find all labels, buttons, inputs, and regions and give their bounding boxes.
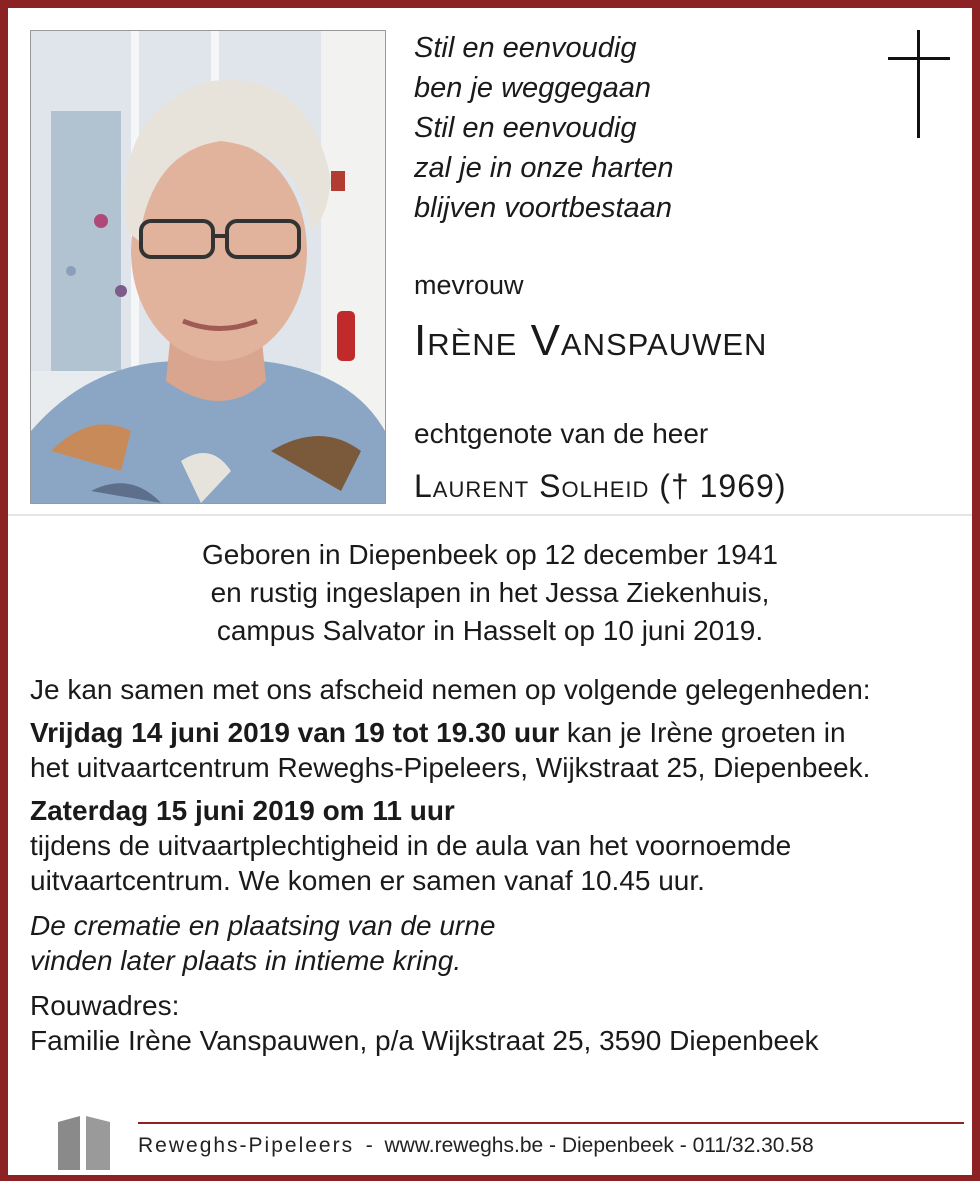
footer-rule bbox=[138, 1122, 964, 1124]
visit-date: Vrijdag 14 juni 2019 van 19 tot 19.30 uur bbox=[30, 717, 560, 748]
honorific: mevrouw bbox=[414, 270, 524, 300]
service-date bbox=[30, 793, 970, 828]
poem-line: Stil en eenvoudig bbox=[414, 112, 637, 144]
poem-line: ben je weggegaan bbox=[414, 72, 652, 104]
deceased-name: Irène Vanspauwen bbox=[414, 316, 768, 365]
poem bbox=[414, 28, 674, 228]
portrait-illustration bbox=[31, 31, 385, 503]
firm-contact: www.reweghs.be - Diepenbeek - 011/32.30.58 bbox=[384, 1134, 814, 1157]
visit-line-2: het uitvaartcentrum Reweghs-Pipeleers, Wijkstraat 25, Diepenbeek. bbox=[30, 752, 871, 783]
service-line-2: uitvaartcentrum. We komen er samen vanaf 10.45 uur. bbox=[30, 865, 705, 896]
farewell-intro: Je kan samen met ons afscheid nemen op volgende gelegenheden: bbox=[30, 674, 871, 705]
footer bbox=[138, 1134, 814, 1158]
firm-name: Reweghs-Pipeleers bbox=[138, 1134, 355, 1157]
spouse-label: echtgenote van de heer bbox=[414, 418, 709, 449]
footer-separator: - bbox=[354, 1134, 385, 1157]
service-date-text: Zaterdag 15 juni 2019 om 11 uur bbox=[30, 795, 455, 826]
poem-line: zal je in onze harten bbox=[414, 152, 674, 184]
portrait-photo bbox=[30, 30, 386, 504]
cross-icon bbox=[888, 30, 950, 138]
address: Familie Irène Vanspauwen, p/a Wijkstraat 25, 3590 Diepenbeek bbox=[30, 1025, 819, 1056]
spouse-name: Laurent Solheid bbox=[414, 468, 650, 504]
visit-line-1 bbox=[30, 715, 970, 750]
cremation-line-2: vinden later plaats in intieme kring. bbox=[30, 945, 462, 976]
service-line-1: tijdens de uitvaartplechtigheid in de aula van het voornoemde bbox=[30, 830, 792, 861]
spouse-death: († 1969) bbox=[659, 468, 787, 504]
reweghs-logo-icon bbox=[56, 1112, 112, 1170]
visit-text: kan je Irène groeten in bbox=[559, 717, 846, 748]
farewell-info bbox=[30, 672, 970, 1058]
cremation-line-1: De crematie en plaatsing van de urne bbox=[30, 910, 496, 941]
bio-line: Geboren in Diepenbeek op 12 december 1941 bbox=[202, 539, 778, 570]
poem-line: Stil en eenvoudig bbox=[414, 32, 637, 64]
bio bbox=[8, 536, 972, 650]
poem-line: blijven voortbestaan bbox=[414, 192, 672, 224]
bio-line: en rustig ingeslapen in het Jessa Ziekenhuis, bbox=[210, 577, 770, 608]
spouse-line bbox=[414, 468, 786, 505]
bio-line: campus Salvator in Hasselt op 10 juni 2019. bbox=[216, 615, 764, 646]
section-divider bbox=[8, 514, 972, 516]
address-label: Rouwadres: bbox=[30, 990, 180, 1021]
